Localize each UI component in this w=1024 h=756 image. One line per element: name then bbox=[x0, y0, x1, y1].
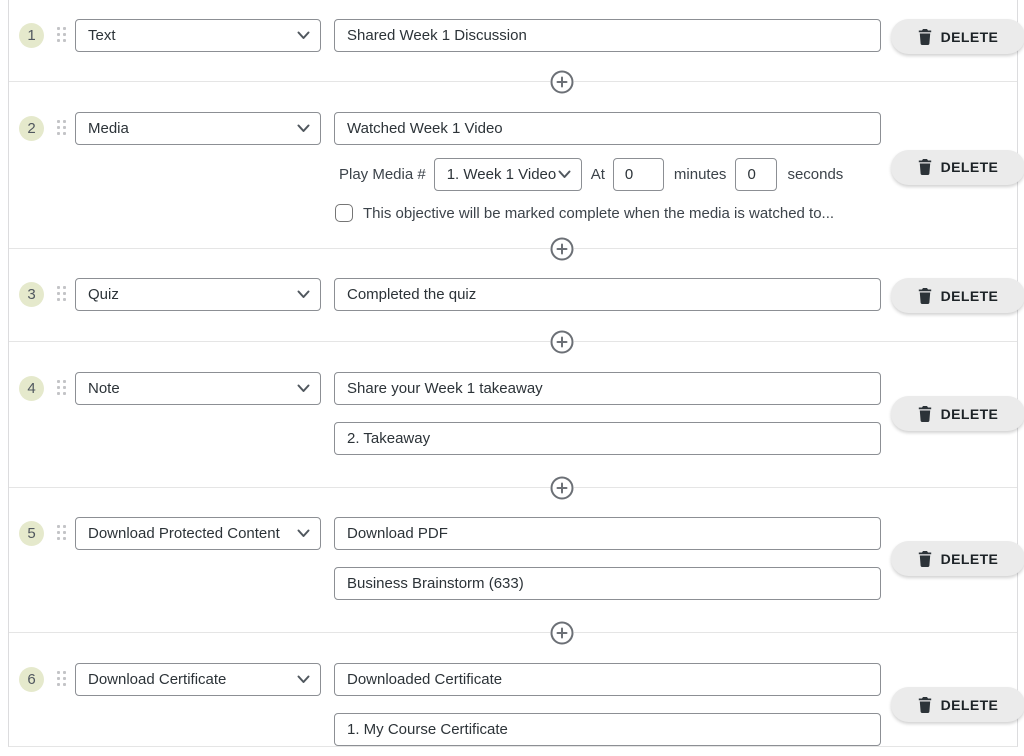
section-divider bbox=[9, 487, 1017, 488]
delete-button[interactable] bbox=[891, 396, 1024, 431]
objective-type-value: Note bbox=[88, 380, 120, 397]
trash-icon bbox=[918, 697, 932, 713]
objective-number-badge: 1 bbox=[19, 23, 44, 48]
at-seconds-input[interactable] bbox=[735, 158, 777, 191]
trash-icon bbox=[918, 406, 932, 422]
objective-row-6 bbox=[9, 633, 1017, 756]
drag-handle-icon[interactable] bbox=[54, 525, 68, 540]
objective-title-input[interactable] bbox=[334, 19, 881, 52]
delete-button[interactable] bbox=[891, 19, 1024, 54]
chevron-down-icon bbox=[297, 124, 310, 133]
plus-circle-icon bbox=[550, 330, 574, 354]
objective-type-value: Download Certificate bbox=[88, 671, 227, 688]
trash-icon bbox=[918, 288, 932, 304]
delete-button-label: DELETE bbox=[940, 28, 999, 45]
objective-type-value: Media bbox=[88, 120, 129, 137]
delete-button-label: DELETE bbox=[940, 550, 999, 567]
delete-button[interactable] bbox=[891, 278, 1024, 313]
section-divider bbox=[9, 248, 1017, 249]
delete-button-label: DELETE bbox=[940, 405, 999, 422]
objective-title-input[interactable] bbox=[334, 372, 881, 405]
plus-circle-icon bbox=[550, 237, 574, 261]
objective-secondary-input[interactable] bbox=[334, 713, 881, 746]
add-objective-button[interactable] bbox=[550, 330, 574, 354]
add-objective-button[interactable] bbox=[550, 237, 574, 261]
delete-button-label: DELETE bbox=[940, 696, 999, 713]
objective-title-input[interactable] bbox=[334, 112, 881, 145]
chevron-down-icon bbox=[297, 290, 310, 299]
trash-icon bbox=[918, 551, 932, 567]
minutes-label: minutes bbox=[673, 166, 727, 183]
chevron-down-icon bbox=[297, 31, 310, 40]
objective-title-input[interactable] bbox=[334, 517, 881, 550]
delete-button[interactable] bbox=[891, 687, 1024, 722]
objective-number-badge: 5 bbox=[19, 521, 44, 546]
objective-row-1 bbox=[9, 0, 1017, 81]
drag-handle-icon[interactable] bbox=[54, 120, 68, 135]
chevron-down-icon bbox=[297, 675, 310, 684]
section-divider bbox=[9, 632, 1017, 633]
media-select[interactable] bbox=[434, 158, 582, 191]
objective-type-select[interactable] bbox=[75, 19, 321, 52]
delete-button-label: DELETE bbox=[940, 159, 999, 175]
objective-type-select[interactable] bbox=[75, 517, 321, 550]
objective-type-select[interactable] bbox=[75, 663, 321, 696]
objective-type-value: Text bbox=[88, 27, 116, 44]
objective-secondary-input[interactable] bbox=[334, 567, 881, 600]
objective-row-2 bbox=[9, 82, 1017, 248]
seconds-label: seconds bbox=[787, 166, 844, 183]
objective-type-value: Quiz bbox=[88, 286, 119, 303]
chevron-down-icon bbox=[297, 384, 310, 393]
objective-title-input[interactable] bbox=[334, 663, 881, 696]
objective-number-badge: 6 bbox=[19, 667, 44, 692]
chevron-down-icon bbox=[558, 170, 571, 179]
media-autocomplete-checkbox[interactable] bbox=[335, 204, 353, 222]
play-media-label: Play Media # bbox=[339, 166, 426, 183]
delete-button[interactable] bbox=[891, 150, 1024, 185]
plus-circle-icon bbox=[550, 621, 574, 645]
media-autocomplete-label: This objective will be marked complete when the media is watched to... bbox=[363, 204, 835, 222]
drag-handle-icon[interactable] bbox=[54, 286, 68, 301]
objective-type-select[interactable] bbox=[75, 278, 321, 311]
objectives-panel bbox=[8, 0, 1018, 747]
objective-number-badge: 2 bbox=[19, 116, 44, 141]
chevron-down-icon bbox=[297, 529, 310, 538]
at-label: At bbox=[590, 166, 605, 183]
add-objective-button[interactable] bbox=[550, 70, 574, 94]
objective-row-4 bbox=[9, 342, 1017, 487]
objective-row-5 bbox=[9, 488, 1017, 632]
drag-handle-icon[interactable] bbox=[54, 671, 68, 686]
delete-button[interactable] bbox=[891, 541, 1024, 576]
media-settings-row bbox=[334, 158, 881, 191]
objective-type-select[interactable] bbox=[75, 112, 321, 145]
media-select-value: 1. Week 1 Video bbox=[446, 166, 557, 183]
objective-row-3 bbox=[9, 249, 1017, 341]
objective-title-input[interactable] bbox=[334, 278, 881, 311]
objective-number-badge: 4 bbox=[19, 376, 44, 401]
drag-handle-icon[interactable] bbox=[54, 380, 68, 395]
media-autocomplete-option bbox=[334, 204, 881, 222]
at-minutes-input[interactable] bbox=[613, 158, 664, 191]
plus-circle-icon bbox=[550, 70, 574, 94]
objective-number-badge: 3 bbox=[19, 282, 44, 307]
trash-icon bbox=[918, 159, 932, 175]
section-divider bbox=[9, 81, 1017, 82]
objective-type-value: Download Protected Content bbox=[88, 525, 280, 542]
plus-circle-icon bbox=[550, 476, 574, 500]
objective-secondary-input[interactable] bbox=[334, 422, 881, 455]
add-objective-button[interactable] bbox=[550, 476, 574, 500]
add-objective-button[interactable] bbox=[550, 621, 574, 645]
drag-handle-icon[interactable] bbox=[54, 27, 68, 42]
objective-type-select[interactable] bbox=[75, 372, 321, 405]
delete-button-label: DELETE bbox=[940, 287, 999, 304]
trash-icon bbox=[918, 29, 932, 45]
section-divider bbox=[9, 341, 1017, 342]
